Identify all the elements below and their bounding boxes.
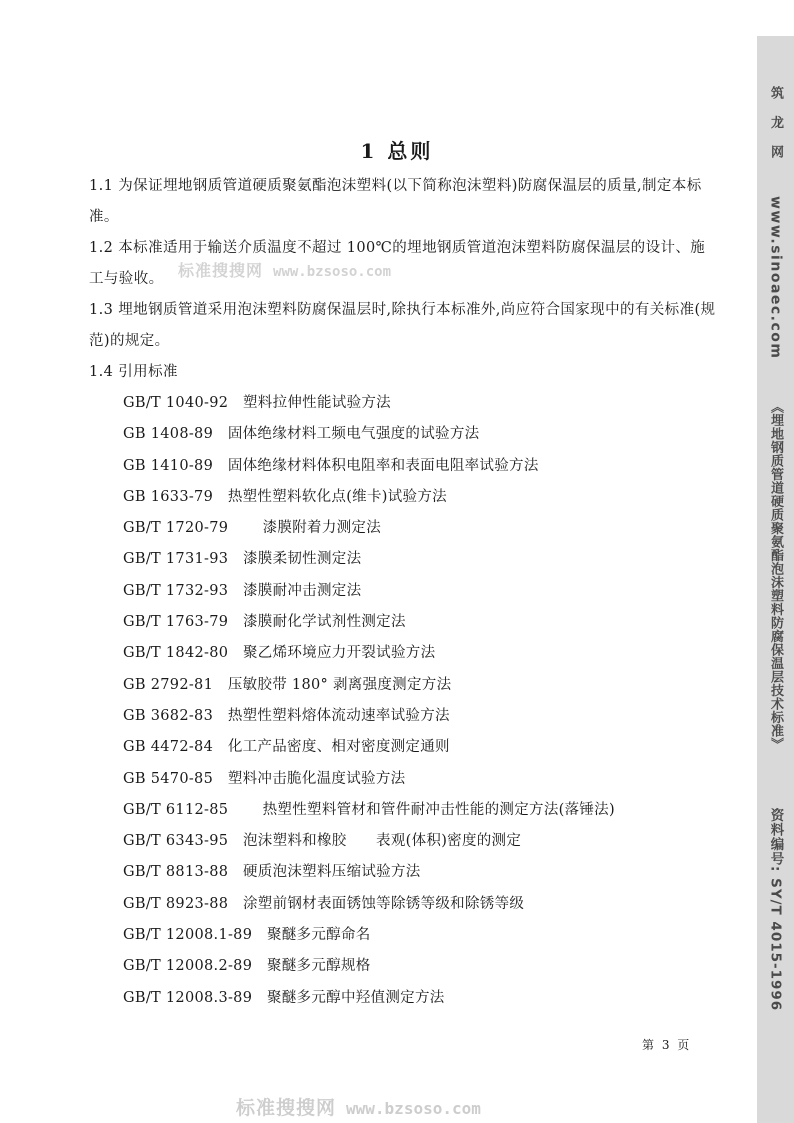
- watermark-name: 标准搜搜网: [178, 261, 264, 280]
- reference-item: GB/T 1763-79 漆膜耐化学试剂性测定法: [123, 614, 406, 631]
- watermark-url: www.bzsoso.com: [273, 264, 392, 280]
- sidebar-book-title: 《埋地钢质管道硬质聚氨酯泡沫塑料防腐保温层技术标准》: [768, 400, 783, 751]
- reference-item: GB/T 6112-85 热塑性塑料管材和管件耐冲击性能的测定方法(落锤法): [123, 801, 615, 818]
- reference-item: GB/T 12008.3-89 聚醚多元醇中羟值测定方法: [123, 989, 445, 1006]
- reference-item: GB/T 1720-79 漆膜附着力测定法: [123, 520, 382, 537]
- chapter-heading: 1 总则: [360, 139, 434, 163]
- paragraph-1-3: 1.3 埋地钢质管道采用泡沫塑料防腐保温层时,除执行本标准外,尚应符合国家现中的有关标准(规范)的规定。: [89, 302, 716, 349]
- reference-item: GB/T 12008.1-89 聚醚多元醇命名: [123, 927, 371, 944]
- watermark-name: 标准搜搜网: [236, 1097, 337, 1119]
- reference-item: GB 3682-83 热塑性塑料熔体流动速率试验方法: [123, 707, 450, 724]
- reference-item: GB/T 1731-93 漆膜柔韧性测定法: [123, 551, 362, 568]
- page-number: 第 3 页: [642, 1038, 692, 1052]
- watermark-bottom: [236, 1093, 481, 1120]
- reference-item: GB 1408-89 固体绝缘材料工频电气强度的试验方法: [123, 426, 480, 443]
- reference-item: GB 1410-89 固体绝缘材料体积电阻率和表面电阻率试验方法: [123, 457, 539, 474]
- reference-item: GB 2792-81 压敏胶带 180° 剥离强度测定方法: [123, 676, 452, 693]
- reference-item: GB 1633-79 热塑性塑料软化点(维卡)试验方法: [123, 488, 447, 505]
- reference-item: GB 5470-85 塑料冲击脆化温度试验方法: [123, 770, 406, 787]
- reference-item: GB 4472-84 化工产品密度、相对密度测定通则: [123, 739, 450, 756]
- watermark-url: www.bzsoso.com: [346, 1099, 481, 1118]
- sidebar-site-name: 筑 龙 网: [768, 86, 783, 165]
- reference-item: GB/T 1040-92 塑料拉伸性能试验方法: [123, 395, 391, 411]
- paragraph-1-2: 1.2 本标准适用于输送介质温度不超过 100℃的埋地钢质管道泡沫塑料防腐保温层的设计、施工与验收。: [89, 240, 706, 287]
- reference-item: GB/T 12008.2-89 聚醚多元醇规格: [123, 958, 371, 975]
- paragraph-1-4: 1.4 引用标准: [89, 364, 178, 380]
- reference-item: GB/T 8813-88 硬质泡沫塑料压缩试验方法: [123, 864, 421, 881]
- sidebar-doc-code: 资料编号: SY/T 4015-1996: [767, 808, 784, 1012]
- reference-item: GB/T 1732-93 漆膜耐冲击测定法: [123, 582, 362, 599]
- paragraph-1-1: 1.1 为保证埋地钢质管道硬质聚氨酯泡沫塑料(以下简称泡沫塑料)防腐保温层的质量,制定本标准。: [89, 178, 702, 225]
- reference-item: GB/T 8923-88 涂塑前钢材表面锈蚀等除锈等级和除锈等级: [123, 895, 525, 912]
- reference-list: [123, 388, 615, 1014]
- sidebar-url: www.sinoaec.com: [767, 196, 784, 360]
- reference-item: GB/T 6343-95 泡沫塑料和橡胶 表观(体积)密度的测定: [123, 833, 522, 850]
- reference-item: GB/T 1842-80 聚乙烯环境应力开裂试验方法: [123, 645, 436, 662]
